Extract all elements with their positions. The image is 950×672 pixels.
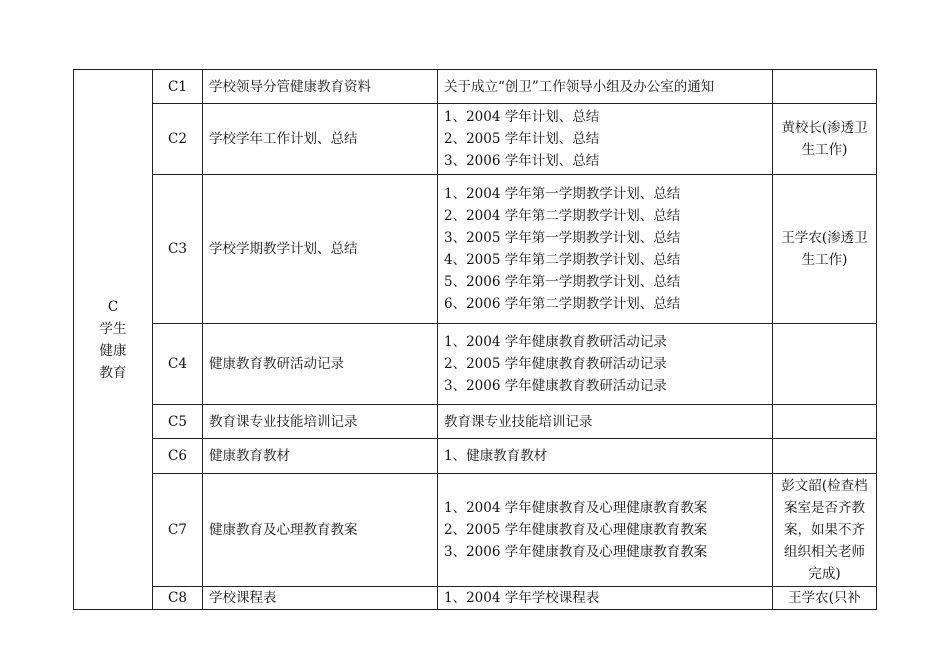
code-cell: C5 [153,405,203,439]
item-line: 教育课专业技能培训记录 [444,413,593,430]
items-cell [438,324,773,405]
table-row-c1 [74,70,877,104]
code-cell: C3 [153,175,203,324]
note-cell [773,439,877,474]
item-line: 3、2006 学年计划、总结 [444,153,600,169]
table-row-c8 [74,587,877,610]
table-row-c4 [74,324,877,405]
table-row-c2 [74,104,877,175]
items-cell [438,175,773,324]
item-line: 1、2004 学年第一学期教学计划、总结 [444,186,681,202]
item-line: 1、2004 学年健康教育教研活动记录 [444,334,667,350]
item-line: 5、2006 学年第一学期教学计划、总结 [444,274,681,290]
name-cell: 学校学年工作计划、总结 [203,104,438,175]
name-cell: 学校领导分管健康教育资料 [203,70,438,104]
note-cell: 黄校长(渗透卫生工作) [773,104,877,175]
item-line: 1、健康教育教材 [444,448,548,464]
note-cell: 王学农(渗透卫生工作) [773,175,877,324]
item-line: 1、2004 学年学校课程表 [444,590,600,606]
item-line: 4、2005 学年第二学期教学计划、总结 [444,252,681,268]
note-cell [773,324,877,405]
code-cell: C1 [153,70,203,104]
name-cell: 学校课程表 [203,587,438,610]
table-row-c6 [74,439,877,474]
item-line: 1、2004 学年健康教育及心理健康教育教案 [444,500,708,516]
item-line: 关于成立“创卫”工作领导小组及办公室的通知 [444,78,715,95]
code-cell: C6 [153,439,203,474]
item-line: 2、2005 学年健康教育教研活动记录 [444,356,667,372]
items-cell [438,70,773,104]
item-line: 2、2005 学年健康教育及心理健康教育教案 [444,522,708,538]
name-cell: 健康教育教材 [203,439,438,474]
table-row-c3 [74,175,877,324]
item-line: 6、2006 学年第二学期教学计划、总结 [444,296,681,312]
items-cell [438,587,773,610]
item-line: 3、2005 学年第一学期教学计划、总结 [444,230,681,246]
item-line: 2、2004 学年第二学期教学计划、总结 [444,208,681,224]
category-line-3: 教育 [99,364,127,381]
name-cell: 健康教育教研活动记录 [203,324,438,405]
items-cell [438,474,773,587]
note-cell: 彭文韶(检查档案室是否齐教案，如果不齐组织相关老师完成) [773,474,877,587]
code-cell: C2 [153,104,203,175]
category-letter: C [107,298,119,315]
item-line: 3、2006 学年健康教育及心理健康教育教案 [444,544,708,560]
table-row-c7 [74,474,877,587]
item-line: 3、2006 学年健康教育教研活动记录 [444,378,667,394]
item-line: 1、2004 学年计划、总结 [444,109,600,125]
name-cell: 学校学期教学计划、总结 [203,175,438,324]
category-line-1: 学生 [99,320,127,337]
note-cell [773,405,877,439]
items-cell [438,104,773,175]
items-cell [438,405,773,439]
name-cell: 教育课专业技能培训记录 [203,405,438,439]
name-cell: 健康教育及心理教育教案 [203,474,438,587]
code-cell: C4 [153,324,203,405]
item-line: 2、2005 学年计划、总结 [444,131,600,147]
items-cell [438,439,773,474]
note-cell: 王学农(只补 [773,587,877,610]
category-line-2: 健康 [99,342,127,359]
document-table [73,69,877,610]
code-cell: C8 [153,587,203,610]
table-row-c5 [74,405,877,439]
category-cell [74,70,153,610]
code-cell: C7 [153,474,203,587]
note-cell [773,70,877,104]
